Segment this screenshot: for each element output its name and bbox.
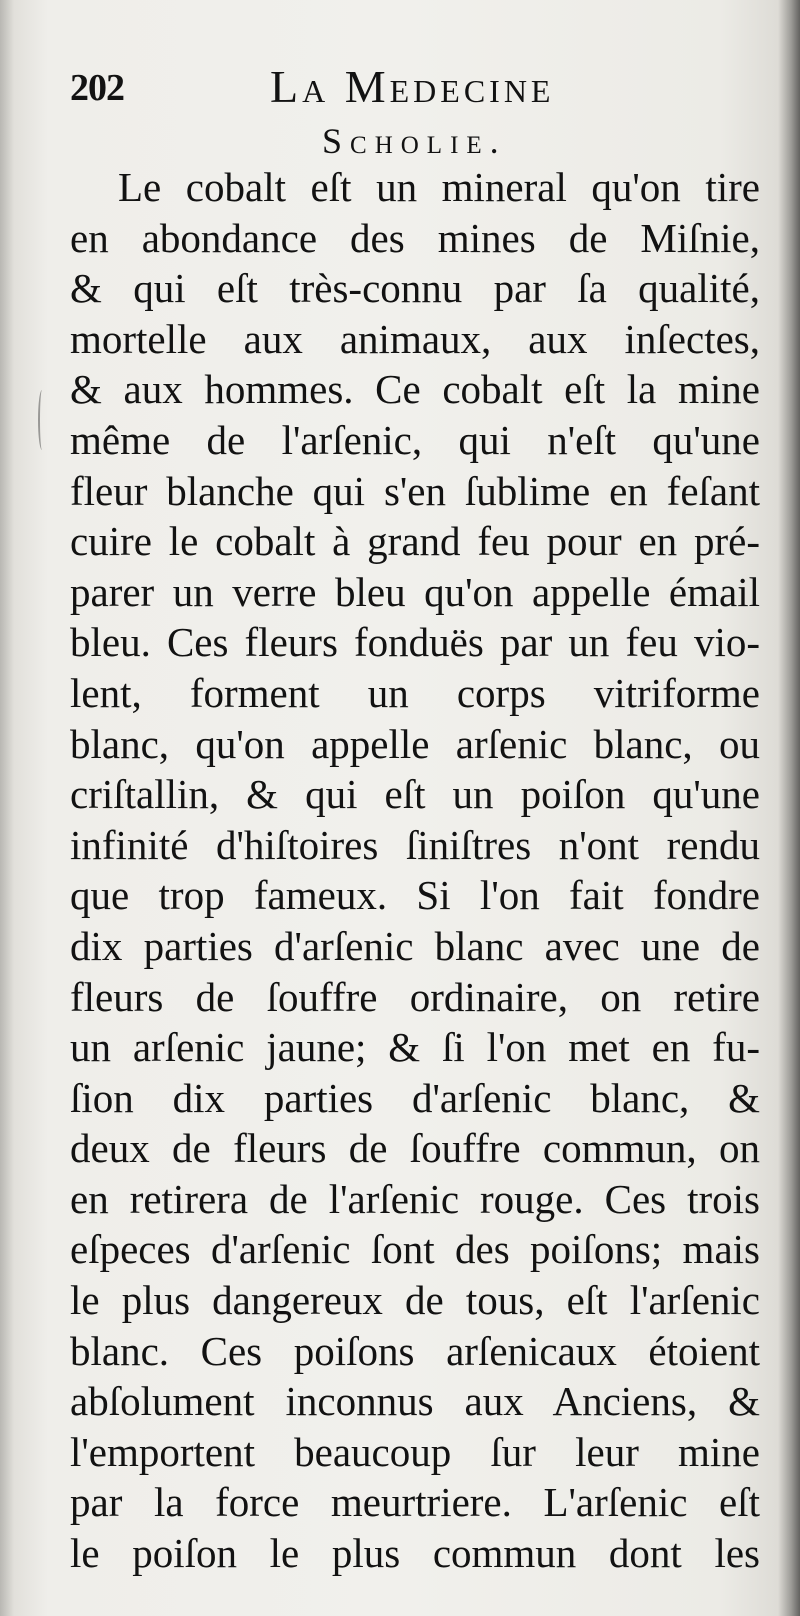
running-title: La Medecine — [270, 61, 555, 112]
text-line: Le cobalt eſt un mineral qu'on tire — [118, 164, 760, 210]
text-line: & qui eſt très-connu par ſa qualité, — [70, 265, 760, 312]
text-line: cuire le cobalt à grand feu pour en pré- — [70, 518, 760, 565]
text-line: même de l'arſenic, qui n'eſt qu'une — [70, 416, 760, 463]
text-line: & aux hommes. Ce cobalt eſt la mine — [70, 366, 760, 413]
text-line: infinité d'hiſtoires ſiniſtres n'ont rendu — [70, 821, 760, 868]
text-line: le plus dangereux de tous, eſt l'arſenic — [70, 1277, 760, 1324]
text-line: ſion dix parties d'arſenic blanc, & — [70, 1074, 760, 1121]
text-line: l'emportent beaucoup ſur leur mine — [70, 1428, 760, 1475]
text-line: fleur blanche qui s'en ſublime en feſant — [70, 467, 760, 514]
text-line: parer un verre bleu qu'on appelle émail — [70, 568, 760, 615]
margin-mark — [38, 390, 46, 450]
text-line: bleu. Ces fleurs fonduës par un feu vio- — [70, 619, 760, 666]
text-line: lent, forment un corps vitriforme — [70, 669, 760, 716]
text-line: abſolument inconnus aux Anciens, & — [70, 1378, 760, 1425]
text-line: par la force meurtriere. L'arſenic eſt — [70, 1479, 760, 1526]
text-line: un arſenic jaune; & ſi l'on met en fu- — [70, 1024, 760, 1071]
text-line: dix parties d'arſenic blanc avec une de — [70, 922, 760, 969]
text-line: fleurs de ſouffre ordinaire, on retire — [70, 973, 760, 1020]
text-line: que trop fameux. Si l'on fait fondre — [70, 872, 760, 919]
page-number: 202 — [70, 67, 124, 109]
text-line: deux de fleurs de ſouffre commun, on — [70, 1125, 760, 1172]
text-line: le poiſon le plus commun dont les — [70, 1530, 760, 1577]
page-edge-shadow — [778, 0, 800, 1616]
text-line: blanc. Ces poiſons arſenicaux étoient — [70, 1327, 760, 1374]
text-line: mortelle aux animaux, aux inſectes, — [70, 315, 760, 362]
section-title: Scholie. — [322, 121, 507, 161]
text-line: criſtallin, & qui eſt un poiſon qu'une — [70, 771, 760, 818]
body-text — [70, 162, 760, 1579]
text-line: en abondance des mines de Miſnie, — [70, 214, 760, 261]
text-line: blanc, qu'on appelle arſenic blanc, ou — [70, 720, 760, 767]
text-line: en retirera de l'arſenic rouge. Ces trois — [70, 1175, 760, 1222]
text-line: eſpeces d'arſenic ſont des poiſons; mais — [70, 1226, 760, 1273]
page-gutter-shadow — [0, 0, 14, 1616]
running-head — [70, 60, 730, 120]
